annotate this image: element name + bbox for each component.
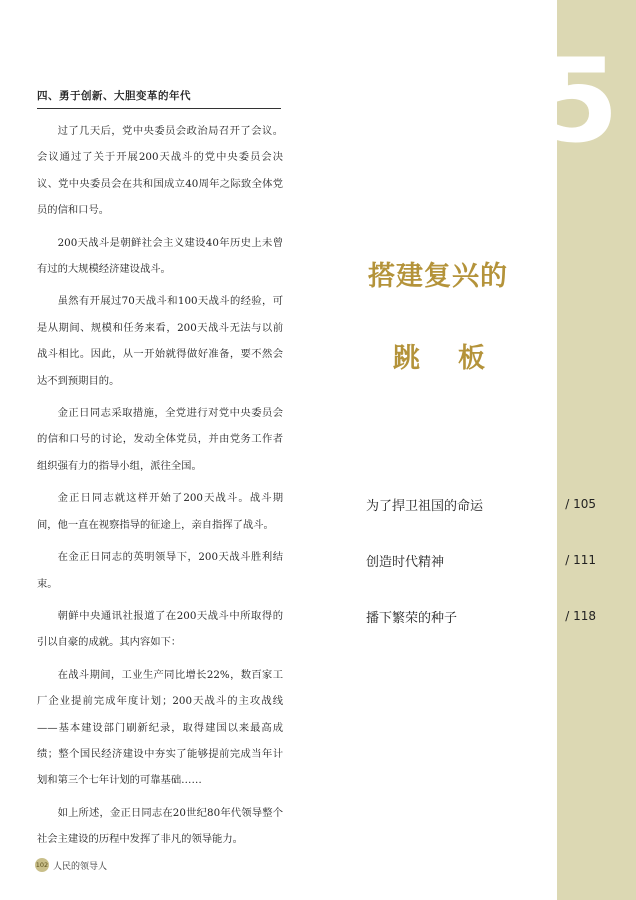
- toc-entry[interactable]: [366, 546, 596, 574]
- paragraph: 金正日同志就这样开始了200天战斗。战斗期间，他一直在视察指导的征途上，亲自指挥了战斗。: [37, 492, 283, 531]
- paragraph: 在金正日同志的英明领导下，200天战斗胜利结束。: [37, 551, 283, 590]
- toc-entry-page: / 111: [565, 553, 596, 567]
- toc-entry-page: / 105: [565, 497, 596, 511]
- section-header: 四、勇于创新、大胆变革的年代: [37, 88, 281, 109]
- toc-entry-label: 创造时代精神: [366, 554, 445, 570]
- chapter-title-line1: 搭建复兴的: [368, 261, 508, 292]
- body-text: [37, 118, 283, 859]
- paragraph: 过了几天后，党中央委员会政治局召开了会议。会议通过了关于开展200天战斗的党中央委员会决议、党中央委员会在共和国成立40周年之际致全体党员的信和口号。: [37, 125, 283, 217]
- toc-entry[interactable]: [366, 490, 596, 518]
- paragraph: 金正日同志采取措施，全党进行对党中央委员会的信和口号的讨论，发动全体党员，并由党务工作者组织强有力的指导小组，派往全国。: [37, 407, 283, 472]
- toc-entry[interactable]: [366, 602, 596, 630]
- table-of-contents: [366, 490, 596, 658]
- paragraph: 200天战斗是朝鲜社会主义建设40年历史上未曾有过的大规模经济建设战斗。: [37, 236, 283, 276]
- paragraph: 在战斗期间，工业生产同比增长22%，数百家工厂企业提前完成年度计划；200天战斗的主攻战线——基本建设部门刷新纪录，取得建国以来最高成绩；整个国民经济建设中夯实了能够提前完成当年计划和第三个七年计划的可靠基础……: [37, 668, 283, 787]
- page-number-badge: 102: [35, 858, 49, 872]
- paragraph: 朝鲜中央通讯社报道了在200天战斗中所取得的引以自豪的成就。其内容如下：: [37, 609, 283, 649]
- paragraph: 如上所述，金正日同志在20世纪80年代领导整个社会主建设的历程中发挥了非凡的领导能力。: [37, 806, 283, 846]
- toc-entry-page: / 118: [565, 609, 596, 623]
- paragraph: 虽然有开展过70天战斗和100天战斗的经验，可是从期间、规模和任务来看，200天战斗无法与以前战斗相比。因此，从一开始就得做好准备，要不然会达不到预期目的。: [37, 295, 283, 387]
- toc-entry-label: 播下繁荣的种子: [366, 610, 458, 626]
- chapter-title-line2: 跳板: [393, 343, 523, 374]
- toc-entry-label: 为了捍卫祖国的命运: [366, 498, 484, 514]
- book-title: 人民的领导人: [53, 861, 108, 872]
- chapter-number: 5: [538, 34, 619, 169]
- page-footer: [35, 858, 107, 872]
